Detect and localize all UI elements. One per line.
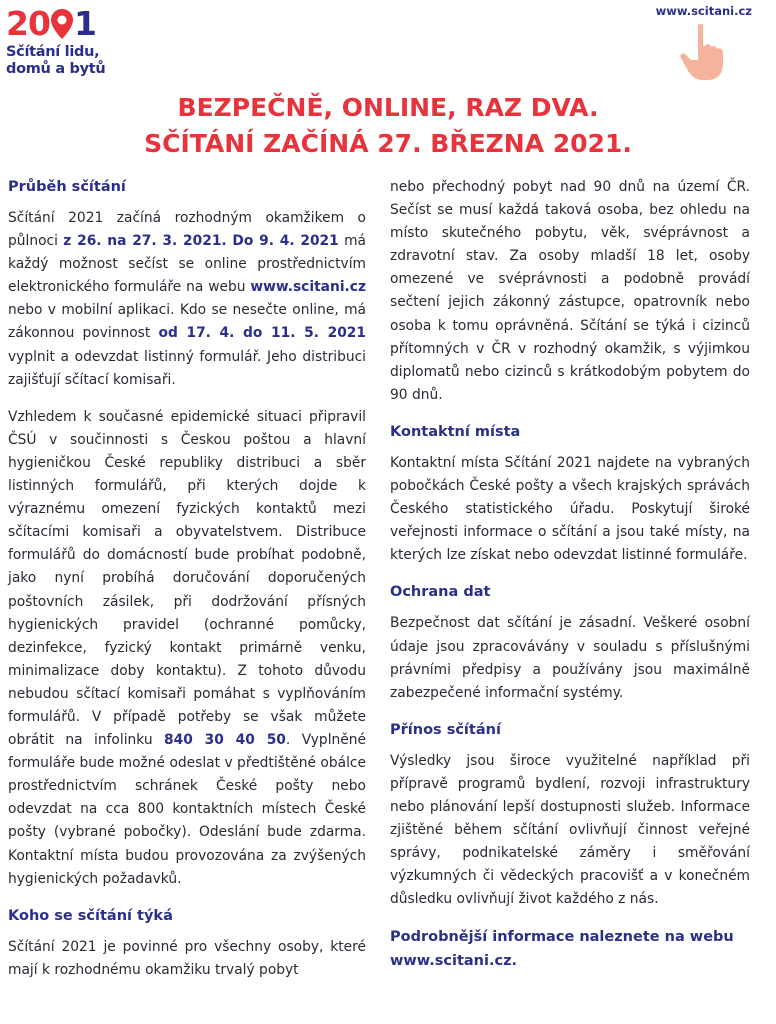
web-link[interactable]: www.scitani.cz: [250, 279, 366, 296]
logo-line-2: domů a bytů: [6, 61, 106, 77]
ochrana-paragraph: Bezpečnost dat sčítání je zásadní. Veškeré osobní údaje jsou zpracovávány v souladu s příslušnými právními předpisy a používány jsou maximálně zabezpečené informační systémy.: [390, 615, 750, 701]
headline: [0, 90, 776, 162]
census-logo: [6, 6, 126, 78]
section-title-ochrana: Ochrana dat: [390, 584, 491, 601]
more-info-note: [390, 925, 750, 973]
logo-year-part2: 1: [73, 4, 96, 43]
koho-continued: [390, 176, 750, 407]
text-run: má každý možnost sečíst se online prostřednictvím elektronického formuláře na webu: [8, 233, 366, 296]
koho-paragraph-end: nebo přechodný pobyt nad 90 dnů na území ČR. Sečíst se musí každá taková osoba, bez ohledu na místo skutečného pobytu, věk, svéprávnost a zdravotní stav. Za osoby mladší 18 let, osoby omezené ve svéprávnosti a podobně provádí sečtení jejich zákonný zástupce, opatrovník nebo osoba k tomu oprávněná. Sčítání se týká i cizinců přítomných v ČR v rozhodný okamžik, s výjimkou diplomatů nebo cizinců s krátkodobým pobytem do 90 dnů.: [390, 179, 750, 403]
section-koho: [8, 905, 366, 982]
logo-year-part1: 20: [6, 4, 50, 43]
left-column: [8, 176, 366, 996]
right-column: [390, 176, 750, 973]
section-prinos: [390, 719, 750, 912]
prubeh-paragraph-2-wrap: [8, 406, 366, 891]
headline-line-1: BEZPEČNĚ, ONLINE, RAZ DVA.: [177, 93, 599, 122]
logo-year: [6, 6, 126, 42]
date-highlight: z 26. na 27. 3. 2021. Do 9. 4. 2021: [63, 233, 339, 250]
date-highlight: od 17. 4. do 11. 5. 2021: [158, 325, 366, 342]
prubeh-paragraph-1: [8, 207, 366, 392]
logo-line-1: Sčítání lidu,: [6, 44, 100, 60]
prubeh-paragraph-2: [8, 406, 366, 891]
logo-title: [6, 44, 126, 78]
section-ochrana: [390, 581, 750, 704]
pointing-hand-icon: [676, 22, 728, 82]
section-title-prinos: Přínos sčítání: [390, 721, 501, 738]
more-info-line-1: Podrobnější informace naleznete na webu: [390, 929, 734, 946]
section-kontakt: [390, 421, 750, 567]
section-title-koho: Koho se sčítání týká: [8, 907, 173, 924]
headline-line-2: SČÍTÁNÍ ZAČÍNÁ 27. BŘEZNA 2021.: [144, 129, 632, 158]
section-prubeh: [8, 176, 366, 392]
header-url[interactable]: www.scitani.cz: [655, 4, 752, 18]
section-title-prubeh: Průběh sčítání: [8, 179, 126, 195]
section-title-kontakt: Kontaktní místa: [390, 423, 521, 440]
text-run: Sčítání 2021 začíná rozhodným okamžikem o půlnoci: [8, 210, 366, 250]
kontakt-paragraph: Kontaktní místa Sčítání 2021 najdete na vybraných pobočkách České pošty a všech krajských správách Českého statistického úřadu. Poskytují široké veřejnosti informace o sčítání a jsou také místy, na kterých lze získat nebo odevzdat listinné formuláře.: [390, 454, 750, 564]
more-info-link[interactable]: www.scitani.cz.: [390, 953, 518, 970]
text-run: . Vyplněné formuláře bude možné odeslat v předtištěné obálce prostřednictvím schránek České pošty nebo odevzdat na cca 800 kontaktních místech České pošty (vybrané pobočky). Odeslání bude zdarma. Kontaktní místa budou provozována za zvýšených hygienických požadavků.: [8, 732, 366, 887]
text-run: nebo v mobilní aplikaci. Kdo se nesečte online, má zákonnou povinnost: [8, 302, 366, 342]
infoline-phone[interactable]: 840 30 40 50: [164, 732, 286, 749]
prinos-paragraph: Výsledky jsou široce využitelné například při přípravě programů bydlení, rozvoji infrastruktury nebo plánování lepší dostupnosti služeb. Informace zjištěné během sčítání ovlivňují činnost veřejné správy, podnikatelské záměry i směřování výzkumných či vědeckých pracovišť a v konečném důsledku ovlivňují život každého z nás.: [390, 752, 750, 908]
text-run: vyplnit a odevzdat listinný formulář. Jeho distribuci zajišťují sčítací komisaři.: [8, 348, 366, 388]
text-run: Vzhledem k současné epidemické situaci připravil ČSÚ v součinnosti s Českou poštou a hlavní hygieničkou České republiky distribuci a sběr listinných formulářů, při kterých dojde k výraznému omezení fyzických kontaktů mezi sčítacími komisaři a obyvatelstvem. Distribuce formulářů do domácností bude probíhat podobně, jako nyní probíhá doručování doporučených poštovních zásilek, při dodržování přísných hygienických pravidel (ochranné pomůcky, dezinfekce, fyzický kontakt primárně venku, minimalizace doby kontaktu). Z tohoto důvodu nebudou sčítací komisaři pomáhat s vyplňováním formulářů. V případě potřeby se však můžete obrátit na infolinku: [8, 408, 366, 749]
map-pin-icon: [50, 8, 74, 40]
koho-paragraph-start: Sčítání 2021 je povinné pro všechny osoby, které mají k rozhodnému okamžiku trvalý pobyt: [8, 938, 366, 978]
